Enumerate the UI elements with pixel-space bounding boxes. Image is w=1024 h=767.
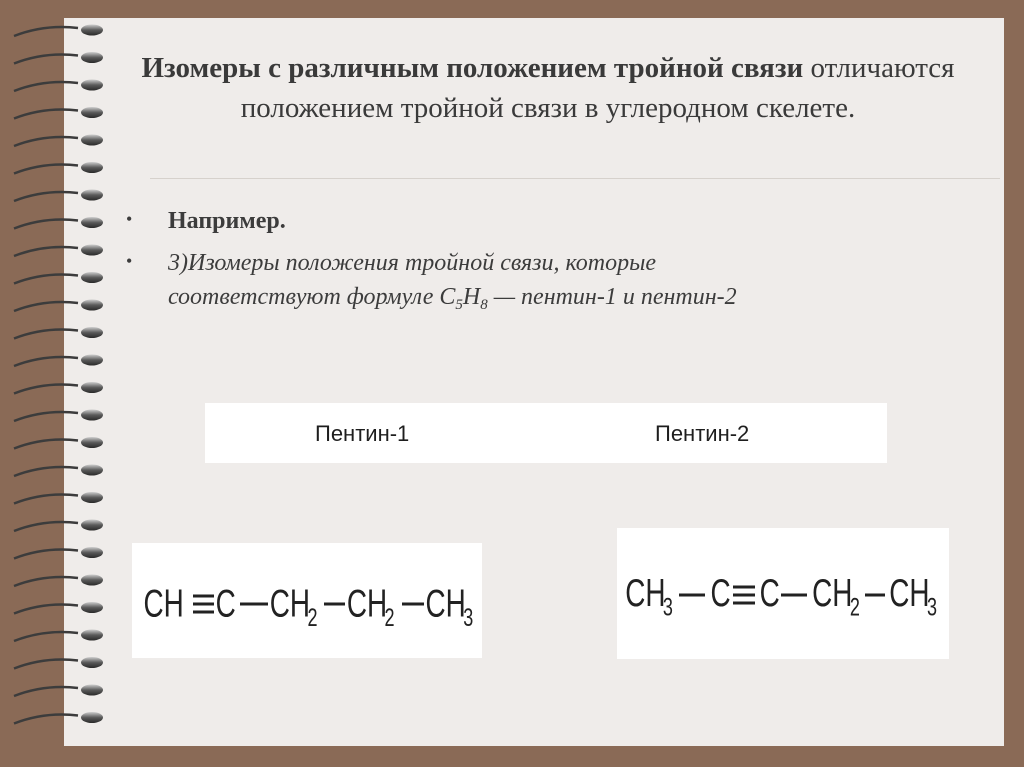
spiral-ring <box>81 520 103 531</box>
spiral-ring <box>81 217 103 228</box>
spiral-wire <box>14 687 78 696</box>
spiral-ring <box>81 657 103 668</box>
spiral-wire <box>14 495 78 504</box>
p1-group-5: CH <box>425 582 466 626</box>
spiral-wire <box>14 137 78 146</box>
p2-sub-1: 3 <box>662 592 673 622</box>
formula-h: Н <box>462 284 481 310</box>
spiral-ring <box>81 52 103 63</box>
spiral-ring <box>81 107 103 118</box>
formula-pentyne-1 <box>132 543 482 658</box>
formula-prefix: соответствуют формуле С <box>168 284 456 310</box>
spiral-wire <box>14 605 78 614</box>
spiral-ring <box>81 327 103 338</box>
spiral-ring <box>81 80 103 91</box>
name-pentyne-1: Пентин-1 <box>315 421 410 446</box>
p1-group-1: CH <box>143 582 184 626</box>
p1-sub-5: 3 <box>463 602 474 632</box>
spiral-wire <box>14 330 78 339</box>
spiral-ring <box>81 190 103 201</box>
formula-suffix: — пентин-1 и пентин-2 <box>487 284 737 310</box>
spiral-wire <box>14 27 78 36</box>
spiral-wire <box>14 467 78 476</box>
spiral-wire <box>14 192 78 201</box>
spiral-ring <box>81 410 103 421</box>
spiral-binding-icon <box>0 0 130 767</box>
spiral-ring <box>81 355 103 366</box>
slide-title <box>128 48 968 128</box>
p1-group-3: CH <box>269 582 311 626</box>
spiral-wire <box>14 632 78 641</box>
spiral-wire <box>14 357 78 366</box>
spiral-wire <box>14 385 78 394</box>
isomer-names-table <box>205 403 887 463</box>
title-divider <box>150 178 1000 179</box>
bullet-line-1: 3)Изомеры положения тройной связи, которые <box>168 250 657 276</box>
p2-group-2: C <box>710 571 731 616</box>
spiral-wire <box>14 275 78 284</box>
spiral-ring <box>81 382 103 393</box>
title-rest: отличаются положением тройной связи в углеродном скелете. <box>240 52 955 124</box>
spiral-wire <box>14 82 78 91</box>
spiral-ring <box>81 492 103 503</box>
spiral-wire <box>14 165 78 174</box>
spiral-wire <box>14 577 78 586</box>
p1-group-4: CH <box>346 582 388 626</box>
spiral-ring <box>81 300 103 311</box>
spiral-ring <box>81 25 103 36</box>
spiral-ring <box>81 547 103 558</box>
bullet-text <box>168 246 928 314</box>
spiral-wire <box>14 302 78 311</box>
formula-sub-c: 5 <box>455 297 463 313</box>
spiral-wire <box>14 522 78 531</box>
spiral-ring <box>81 162 103 173</box>
p2-group-3: C <box>759 571 780 616</box>
spiral-ring <box>81 465 103 476</box>
spiral-ring <box>81 602 103 613</box>
bullet-dot-icon: • <box>126 209 133 229</box>
spiral-ring <box>81 245 103 256</box>
bullet-text: Например. <box>168 208 286 234</box>
p2-group-5: CH <box>889 571 930 616</box>
formula-sub-h: 8 <box>480 297 488 313</box>
p2-sub-5: 3 <box>926 592 937 622</box>
p1-sub-3: 2 <box>307 602 318 632</box>
spiral-ring <box>81 685 103 696</box>
spiral-wire <box>14 412 78 421</box>
spiral-wire <box>14 247 78 256</box>
spiral-wire <box>14 715 78 724</box>
spiral-ring <box>81 437 103 448</box>
spiral-ring <box>81 630 103 641</box>
p2-group-1: CH <box>625 571 666 616</box>
spiral-wire <box>14 660 78 669</box>
p2-group-4: CH <box>812 571 853 616</box>
spiral-wire <box>14 550 78 559</box>
spiral-ring <box>81 712 103 723</box>
spiral-wire <box>14 55 78 64</box>
title-bold: Изомеры с различным положением тройной связи <box>141 52 804 84</box>
bullet-dot-icon: • <box>126 251 133 271</box>
spiral-wire <box>14 220 78 229</box>
p1-sub-4: 2 <box>384 602 395 632</box>
spiral-ring <box>81 135 103 146</box>
bullet-line-2 <box>168 280 928 314</box>
p1-group-2: C <box>215 582 236 626</box>
spiral-ring <box>81 272 103 283</box>
spiral-wire <box>14 440 78 449</box>
p2-sub-4: 2 <box>849 592 860 622</box>
name-pentyne-2: Пентин-2 <box>655 421 750 446</box>
formula-pentyne-2 <box>617 528 949 659</box>
spiral-ring <box>81 575 103 586</box>
spiral-wire <box>14 110 78 119</box>
